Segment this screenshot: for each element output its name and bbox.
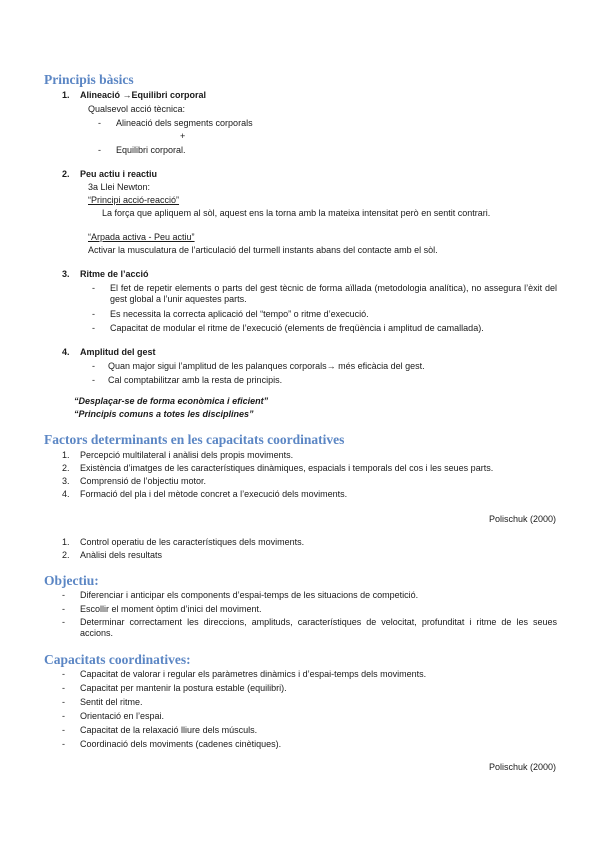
- heading-objectiu: Objectiu:: [44, 573, 99, 588]
- list-item: Comprensió de l’objectiu motor.: [80, 476, 207, 486]
- bullet-dash: -: [92, 361, 95, 371]
- list-number: 4.: [62, 489, 70, 499]
- subheading-arpada-activa: “Arpada activa - Peu actiu”: [88, 232, 195, 242]
- heading-principis-basics: Principis bàsics: [44, 72, 134, 87]
- plus-sign: +: [180, 131, 186, 141]
- subheading-accio-reaccio: “Principi acció-reacció”: [88, 195, 180, 205]
- list-item: Es necessita la correcta aplicació del “tempo” o ritme d’execució.: [110, 309, 369, 319]
- citation: Polischuk (2000): [488, 514, 556, 524]
- list-item: Quan major sigui l’amplitud de les palanques corporals→ més eficàcia del gest.: [108, 361, 425, 371]
- bullet-dash: -: [62, 739, 65, 749]
- newton-law: 3a Llei Newton:: [88, 182, 151, 192]
- list-item: Capacitat per mantenir la postura estable (equilibri).: [80, 683, 287, 693]
- bullet-dash: -: [92, 323, 95, 333]
- paragraph: La força que apliquem al sòl, aquest ens la torna amb la mateixa intensitat però en sentit contrari.: [102, 208, 491, 218]
- list-item: Existència d’imatges de les característiques dinàmiques, espacials i temporals del cos i les seues parts.: [80, 463, 494, 473]
- heading-capacitats-coordinatives: Capacitats coordinatives:: [44, 652, 191, 667]
- list-item: Formació del pla i del mètode concret a l’execució dels moviments.: [80, 489, 348, 499]
- list-number: 2.: [62, 463, 70, 473]
- bullet-dash: -: [98, 118, 101, 128]
- bullet-dash: -: [98, 145, 101, 155]
- section-title-peu-actiu: Peu actiu i reactiu: [80, 169, 158, 179]
- list-item: Capacitat de valorar i regular els paràmetres dinàmics i d’espai-temps dels moviments.: [80, 669, 427, 679]
- list-item: Anàlisi dels resultats: [80, 550, 163, 560]
- bullet-dash: -: [92, 309, 95, 319]
- list-number: 3.: [62, 476, 70, 486]
- bullet-dash: -: [62, 711, 65, 721]
- list-item: Capacitat de modular el ritme de l’execució (elements de freqüència i amplitud de camallada).: [110, 323, 484, 333]
- bullet-dash: -: [62, 683, 65, 693]
- citation: Polischuk (2000): [488, 762, 556, 772]
- list-item: El fet de repetir elements o parts del gest tècnic de forma aïllada (metodologia analítica), no assegura l’èxit del gest global a l’unir aquestes parts.: [110, 283, 557, 304]
- section-intro: Qualsevol acció tècnica:: [88, 104, 186, 114]
- list-item: Capacitat de la relaxació lliure dels músculs.: [80, 725, 258, 735]
- section-number: 1.: [62, 90, 70, 100]
- section-title-amplitud: Amplitud del gest: [80, 347, 156, 357]
- quote: “Principis comuns a totes les disciplines”: [74, 409, 254, 419]
- bullet-dash: -: [62, 725, 65, 735]
- heading-factors-determinants: Factors determinants en les capacitats coordinatives: [44, 432, 345, 447]
- section-number: 3.: [62, 269, 70, 279]
- list-item: Percepció multilateral i anàlisi dels propis moviments.: [80, 450, 294, 460]
- section-title-alineacio: Alineació →Equilibri corporal: [80, 90, 207, 100]
- list-item: Diferenciar i anticipar els components d’espai-temps de les situacions de competició.: [80, 590, 419, 600]
- bullet-dash: -: [62, 604, 65, 614]
- paragraph: Activar la musculatura de l’articulació del turmell instants abans del contacte amb el sòl.: [88, 245, 438, 255]
- list-number: 2.: [62, 550, 70, 560]
- list-number: 1.: [62, 450, 70, 460]
- list-item: Cal comptabilitzar amb la resta de principis.: [108, 375, 283, 385]
- list-item: Sentit del ritme.: [80, 697, 143, 707]
- bullet-dash: -: [62, 590, 65, 600]
- list-item: Orientació en l’espai.: [80, 711, 165, 721]
- section-number: 4.: [62, 347, 70, 357]
- section-number: 2.: [62, 169, 70, 179]
- list-number: 1.: [62, 537, 70, 547]
- bullet-dash: -: [92, 283, 95, 293]
- quote: “Desplaçar-se de forma econòmica i eficient”: [74, 396, 269, 406]
- bullet-dash: -: [92, 375, 95, 385]
- section-title-ritme: Ritme de l’acció: [80, 269, 149, 279]
- list-item: Determinar correctament les direccions, amplituds, característiques de velocitat, profunditat i ritme de les seues accions.: [80, 617, 557, 638]
- list-item: Coordinació dels moviments (cadenes cinètiques).: [80, 739, 282, 749]
- list-item: Equilibri corporal.: [116, 145, 186, 155]
- list-item: Alineació dels segments corporals: [116, 118, 253, 128]
- bullet-dash: -: [62, 617, 65, 627]
- list-item: Escollir el moment òptim d’inici del moviment.: [80, 604, 262, 614]
- bullet-dash: -: [62, 697, 65, 707]
- bullet-dash: -: [62, 669, 65, 679]
- list-item: Control operatiu de les característiques dels moviments.: [80, 537, 305, 547]
